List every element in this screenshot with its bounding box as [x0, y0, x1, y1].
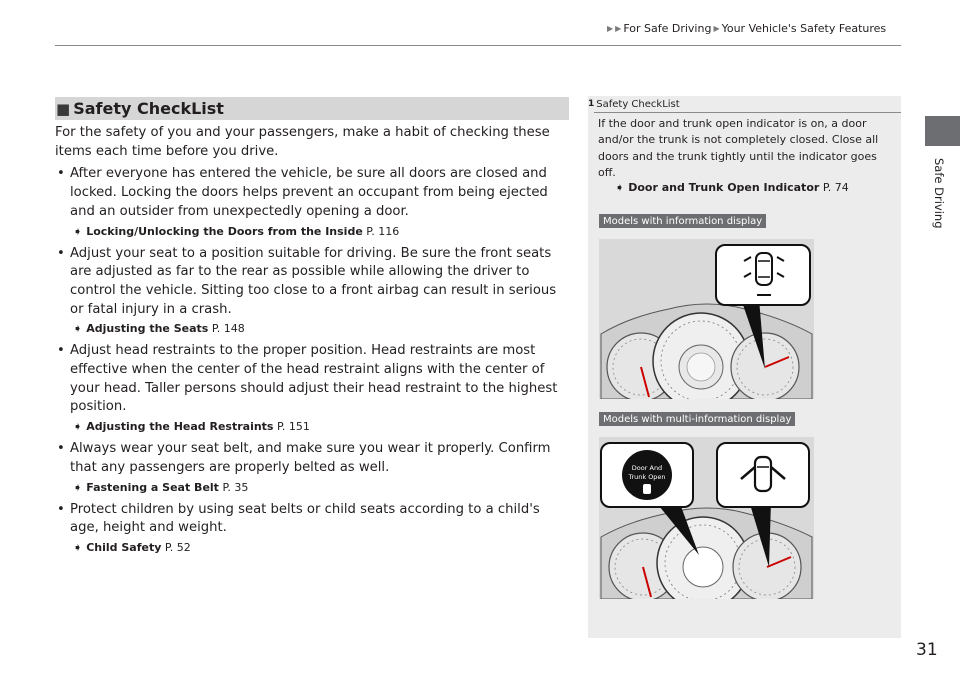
bullet-icon: • — [57, 501, 65, 517]
breadcrumb-item[interactable]: For Safe Driving — [623, 21, 712, 35]
triangle-right-icon: ▶ — [607, 23, 614, 33]
reference-arrow-icon: ➧ — [73, 224, 83, 238]
bullet-icon: • — [57, 343, 65, 359]
checklist-item — [55, 342, 570, 417]
reference-page: P. 74 — [822, 181, 849, 194]
cross-reference-link[interactable] — [55, 418, 570, 436]
header-divider — [55, 45, 901, 46]
cross-reference-link[interactable] — [55, 320, 570, 338]
checklist-text: Protect children by using seat belts or child seats according to a child's age, height and weight. — [70, 501, 540, 536]
display-text: Door And — [631, 464, 663, 472]
note-divider — [594, 112, 901, 113]
model-tag-label: Models with multi-information display — [603, 413, 792, 425]
section-title-bar — [55, 97, 569, 120]
note-heading — [588, 96, 901, 112]
reference-title: Child Safety — [86, 540, 162, 554]
gauge-cluster-figure — [599, 437, 814, 599]
reference-page: P. 151 — [276, 420, 310, 434]
triangle-right-icon: ▶ — [615, 23, 622, 33]
intro-paragraph: For the safety of you and your passengers, make a habit of checking these items each time before you drive. — [55, 125, 550, 159]
reference-title: Door and Trunk Open Indicator — [628, 181, 820, 194]
breadcrumb — [607, 20, 907, 36]
reference-page: P. 148 — [211, 322, 245, 336]
gauge-cluster-figure — [599, 239, 814, 399]
model-tag — [599, 214, 766, 228]
reference-title: Fastening a Seat Belt — [86, 480, 219, 494]
bullet-icon: • — [57, 166, 65, 182]
square-bullet-icon: ■ — [56, 99, 71, 118]
note-title: Safety CheckList — [596, 98, 680, 110]
checklist-item — [55, 501, 570, 538]
checklist-text: Always wear your seat belt, and make sure you wear it properly. Confirm that any passengers are properly belted as well. — [70, 441, 551, 475]
reference-arrow-icon: ➧ — [73, 322, 83, 336]
checklist-item — [55, 165, 570, 221]
checklist-item — [55, 440, 570, 477]
chapter-label: Safe Driving — [932, 158, 946, 229]
checklist-text: Adjust your seat to a position suitable for driving. Be sure the front seats are adjusted as far to the rear as possible while allowing the driver to control the vehicle. Sitting too close to a front airbag can result in serious or fatal injury in a crash. — [70, 245, 557, 317]
breadcrumb-item[interactable]: Your Vehicle's Safety Features — [721, 21, 887, 35]
reference-page: P. 116 — [366, 224, 400, 238]
reference-page: P. 35 — [222, 480, 249, 494]
checklist-text: After everyone has entered the vehicle, be sure all doors are closed and locked. Locking the doors helps prevent an occupant from being ejected and an outsider from unexpectedly opening a door. — [70, 166, 548, 219]
main-text — [55, 124, 570, 559]
display-text: Trunk Open — [628, 473, 666, 481]
checklist-text: Adjust head restraints to the proper position. Head restraints are most effective when the center of the head restraint aligns with the center of your head. Taller persons should adjust their head restraint to the highest position. — [70, 343, 558, 415]
bullet-icon: • — [57, 245, 65, 261]
note-number: 1 — [588, 99, 595, 109]
instrument-panel-illustration — [599, 239, 814, 399]
cross-reference-link[interactable] — [55, 479, 570, 497]
reference-title: Locking/Unlocking the Doors from the Inside — [86, 224, 363, 238]
reference-arrow-icon: ➧ — [73, 420, 83, 434]
reference-title: Adjusting the Seats — [86, 322, 209, 336]
cross-reference-link[interactable] — [55, 539, 570, 557]
triangle-right-icon: ▶ — [713, 23, 720, 33]
section-title: Safety CheckList — [73, 99, 224, 118]
note-cross-reference-link[interactable] — [615, 181, 849, 194]
model-tag-label: Models with information display — [603, 215, 763, 227]
reference-arrow-icon: ➧ — [73, 480, 83, 494]
bullet-icon: • — [57, 441, 65, 457]
reference-title: Adjusting the Head Restraints — [86, 420, 274, 434]
reference-page: P. 52 — [164, 540, 191, 554]
instrument-panel-illustration — [599, 437, 814, 599]
page-number: 31 — [916, 640, 938, 660]
cross-reference-link[interactable] — [55, 223, 570, 241]
reference-arrow-icon: ➧ — [615, 181, 625, 194]
note-body: If the door and trunk open indicator is on, a door and/or the trunk is not completely closed. Close all doors and the trunk tightly until the indicator goes off. — [598, 117, 879, 179]
checklist-item — [55, 245, 570, 320]
chapter-tab[interactable] — [925, 116, 960, 146]
reference-arrow-icon: ➧ — [73, 540, 83, 554]
model-tag — [599, 412, 795, 426]
